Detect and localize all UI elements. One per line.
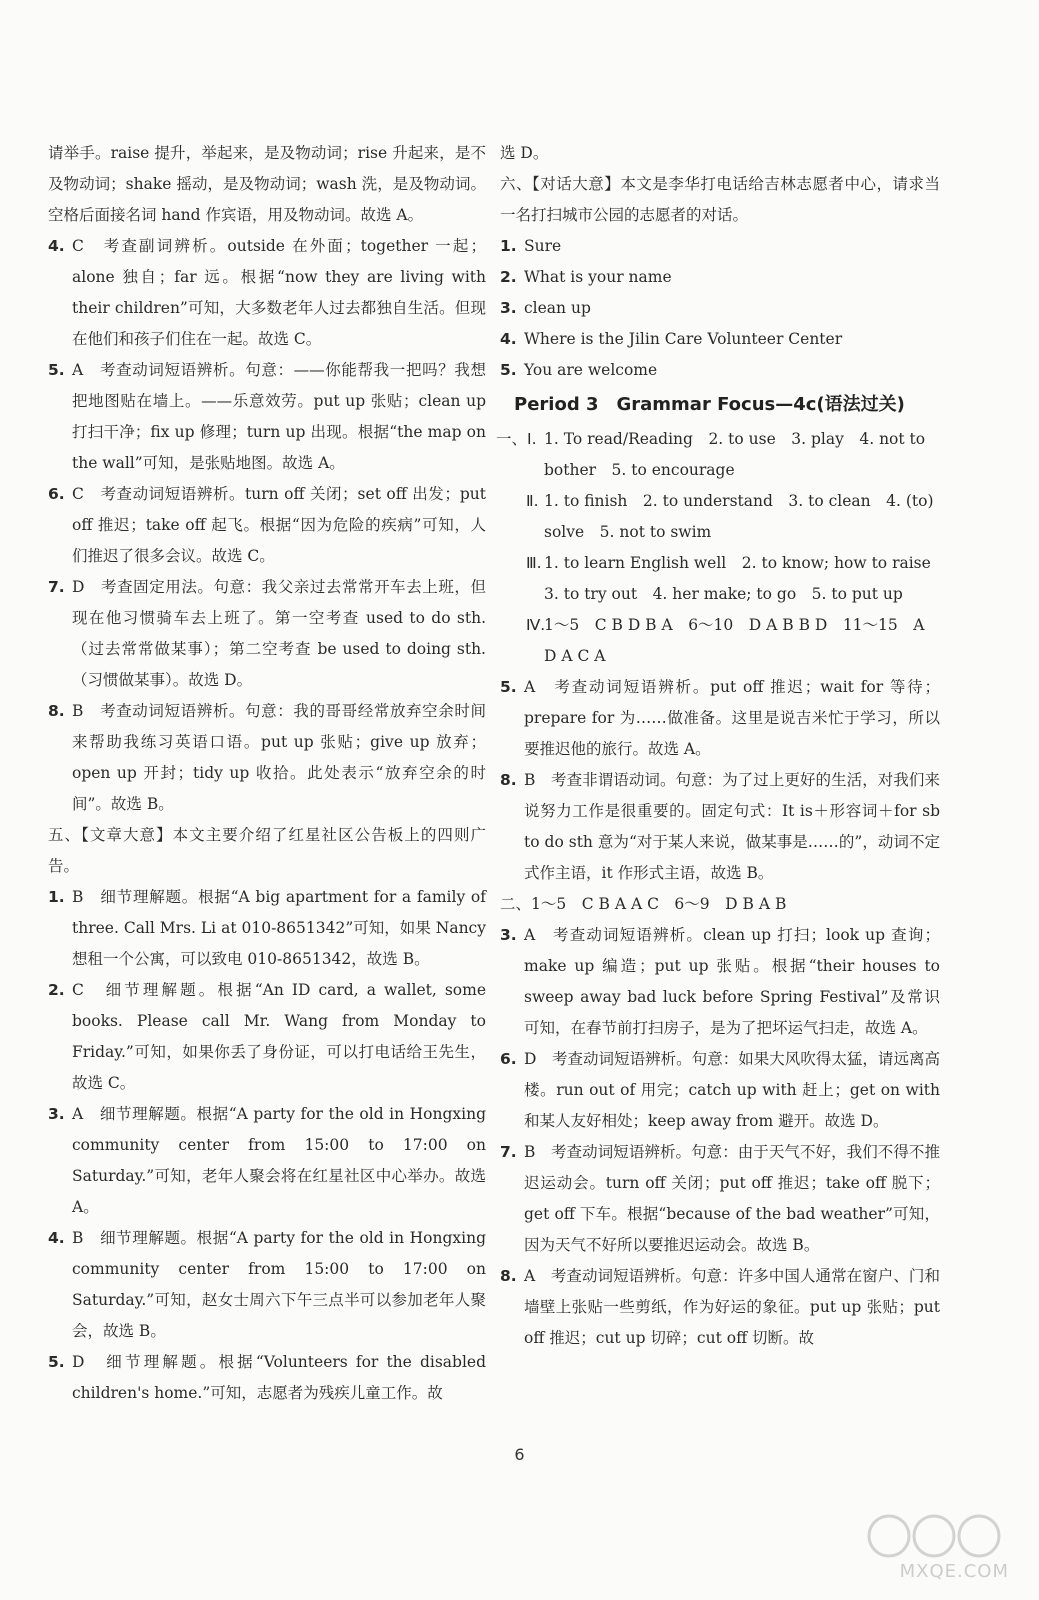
item-text: B 考查动词短语辨析。句意：我的哥哥经常放弃空余时间来帮助我练习英语口语。put up 张贴；give up 放弃；open up 开封；tidy up 收拾。此处表示“放弃空余的时间”。故选 B。 bbox=[72, 702, 486, 813]
item-number: 2. bbox=[500, 268, 517, 286]
watermark-logo bbox=[859, 1512, 1009, 1582]
answer-item bbox=[500, 293, 940, 324]
sub-text: 1. to finish 2. to understand 3. to clean 4. (to) solve 5. not to swim bbox=[544, 492, 934, 541]
item-text: D 考查动词短语辨析。句意：如果大风吹得太猛，请远离高楼。run out of 用完；catch up with 赶上；get on with 和某人友好相处；keep away from 避开。故选 D。 bbox=[524, 1050, 940, 1130]
item-number: 5. bbox=[500, 678, 517, 696]
section-heading: 五、【文章大意】本文主要介绍了红星社区公告板上的四则广告。 bbox=[48, 826, 486, 875]
answer-item bbox=[48, 1099, 486, 1223]
item-text: clean up bbox=[524, 299, 591, 317]
sub-text: 1～5 C B D B A 6～10 D A B B D 11～15 A D A C A bbox=[544, 616, 925, 665]
answer-item bbox=[48, 479, 486, 572]
item-number: 8. bbox=[500, 771, 517, 789]
paragraph: 请举手。raise 提升，举起来，是及物动词；rise 升起来，是不及物动词；shake 摇动，是及物动词；wash 洗，是及物动词。空格后面接名词 hand 作宾语，用及物动词。故选 A。 bbox=[48, 144, 486, 224]
answer-item bbox=[500, 765, 940, 889]
sub-text: 1. To read/Reading 2. to use 3. play 4. not to bother 5. to encourage bbox=[544, 430, 926, 479]
answer-item bbox=[500, 355, 940, 386]
item-text: C 细节理解题。根据“An ID card, a wallet, some books. Please call Mr. Wang from Monday to Friday.”可知，如果你丢了身份证，可以打电话给王先生，故选 C。 bbox=[72, 981, 486, 1092]
item-text: B 细节理解题。根据“A big apartment for a family of three. Call Mrs. Li at 010-8651342”可知，如果 Nancy 想租一个公寓，可以致电 010-8651342，故选 B。 bbox=[72, 888, 486, 968]
item-number: 7. bbox=[48, 578, 65, 596]
item-number: 3. bbox=[48, 1105, 65, 1123]
item-number: 6. bbox=[500, 1050, 517, 1068]
item-number: 5. bbox=[48, 361, 65, 379]
left-column bbox=[48, 138, 486, 1409]
item-text: You are welcome bbox=[524, 361, 658, 379]
section-heading: 二、1～5 C B A A C 6～9 D B A B bbox=[500, 895, 787, 913]
answer-item bbox=[500, 231, 940, 262]
item-text: A 考查动词短语辨析。clean up 打扫；look up 查询；make up 编造；put up 张贴。根据“their houses to sweep away bad luck before Spring Festival”及常识可知，在春节前打扫房子，是为了把坏运气扫走，故选 A。 bbox=[524, 926, 940, 1037]
item-number: 6. bbox=[48, 485, 65, 503]
right-column bbox=[496, 138, 947, 1354]
item-number: 8. bbox=[500, 1267, 517, 1285]
item-text: B 细节理解题。根据“A party for the old in Hongxing community center from 15:00 to 17:00 on Saturday.”可知，赵女士周六下午三点半可以参加老年人聚会，故选 B。 bbox=[72, 1229, 486, 1340]
sub-section bbox=[496, 424, 940, 486]
item-number: 1. bbox=[48, 888, 65, 906]
sub-section bbox=[500, 610, 940, 672]
item-number: 7. bbox=[500, 1143, 517, 1161]
roman-numeral: Ⅳ. bbox=[526, 616, 546, 634]
item-text: C 考查动词短语辨析。turn off 关闭；set off 出发；put off 推迟；take off 起飞。根据“因为危险的疾病”可知，人们推迟了很多会议。故选 C。 bbox=[72, 485, 486, 565]
answer-item bbox=[48, 696, 486, 820]
item-number: 5. bbox=[48, 1353, 65, 1371]
answer-item bbox=[500, 672, 940, 765]
item-number: 5. bbox=[500, 361, 517, 379]
item-text: What is your name bbox=[524, 268, 672, 286]
answer-item bbox=[500, 1261, 940, 1354]
section-heading: 六、【对话大意】本文是李华打电话给吉林志愿者中心，请求当一名打扫城市公园的志愿者的对话。 bbox=[500, 175, 940, 224]
watermark-icon bbox=[859, 1512, 1009, 1562]
page-number: 6 bbox=[514, 1445, 525, 1464]
item-text: Where is the Jilin Care Volunteer Center bbox=[524, 330, 843, 348]
answer-item bbox=[500, 324, 940, 355]
roman-numeral: 一、Ⅰ. bbox=[496, 430, 537, 448]
period-title: Period 3 Grammar Focus—4c(语法过关) bbox=[514, 394, 905, 415]
item-text: B 考查非谓语动词。句意：为了过上更好的生活，对我们来说努力工作是很重要的。固定句式：It is＋形容词＋for sb to do sth 意为“对于某人来说，做某事是……的”，动词不定式作主语，it 作形式主语，故选 B。 bbox=[524, 771, 940, 882]
item-number: 3. bbox=[500, 926, 517, 944]
item-text: D 考查固定用法。句意：我父亲过去常常开车去上班，但现在他习惯骑车去上班了。第一空考查 used to do sth.（过去常常做某事）；第二空考查 be used to doing sth.（习惯做某事）。故选 D。 bbox=[72, 578, 486, 689]
answer-item bbox=[48, 882, 486, 975]
answer-item bbox=[500, 920, 940, 1044]
roman-numeral: Ⅱ. bbox=[526, 492, 539, 510]
item-number: 2. bbox=[48, 981, 65, 999]
item-number: 3. bbox=[500, 299, 517, 317]
item-number: 4. bbox=[500, 330, 517, 348]
answer-item bbox=[48, 1223, 486, 1347]
sub-text: 1. to learn English well 2. to know; how to raise 3. to try out 4. her make; to go 5. to put up bbox=[544, 554, 947, 603]
item-text: B 考查动词短语辨析。句意：由于天气不好，我们不得不推迟运动会。turn off 关闭；put off 推迟；take off 脱下；get off 下车。根据“because of the bad weather”可知，因为天气不好所以要推迟运动会。故选 B。 bbox=[524, 1143, 940, 1254]
item-number: 4. bbox=[48, 237, 65, 255]
answer-item bbox=[48, 355, 486, 479]
roman-numeral: Ⅲ. bbox=[526, 554, 542, 572]
item-number: 8. bbox=[48, 702, 65, 720]
watermark-text: MXQE.COM bbox=[899, 1561, 1009, 1582]
right-top-block bbox=[500, 138, 940, 386]
answer-item bbox=[48, 231, 486, 355]
item-text: A 细节理解题。根据“A party for the old in Hongxing community center from 15:00 to 17:00 on Saturday.”可知，老年人聚会将在红星社区中心举办。故选 A。 bbox=[72, 1105, 486, 1216]
answer-item bbox=[48, 572, 486, 696]
item-number: 1. bbox=[500, 237, 517, 255]
item-text: A 考查动词短语辨析。put off 推迟；wait for 等待；prepare for 为……做准备。这里是说吉米忙于学习，所以要推迟他的旅行。故选 A。 bbox=[524, 678, 940, 758]
answer-item bbox=[48, 975, 486, 1099]
item-text: A 考查动词短语辨析。句意：——你能帮我一把吗？我想把地图贴在墙上。——乐意效劳。put up 张贴；clean up 打扫干净；fix up 修理；turn up 出现。根据“the map on the wall”可知，是张贴地图。故选 A。 bbox=[72, 361, 486, 472]
item-text: D 细节理解题。根据“Volunteers for the disabled children's home.”可知，志愿者为残疾儿童工作。故 bbox=[72, 1353, 486, 1402]
answer-item bbox=[500, 1044, 940, 1137]
answer-item bbox=[48, 1347, 486, 1409]
item-number: 4. bbox=[48, 1229, 65, 1247]
sub-section bbox=[500, 486, 940, 548]
answer-item bbox=[500, 262, 940, 293]
item-text: C 考查副词辨析。outside 在外面；together 一起；alone 独自；far 远。根据“now they are living with their children”可知，大多数老年人过去都独自生活。但现在他们和孩子们住在一起。故选 C。 bbox=[72, 237, 486, 348]
answer-item bbox=[500, 1137, 940, 1261]
item-text: A 考查动词短语辨析。句意：许多中国人通常在窗户、门和墙壁上张贴一些剪纸，作为好运的象征。put up 张贴；put off 推迟；cut up 切碎；cut off 切断。故 bbox=[524, 1267, 940, 1347]
right-bottom-block bbox=[496, 424, 947, 1354]
paragraph: 选 D。 bbox=[500, 144, 549, 162]
item-text: Sure bbox=[524, 237, 562, 255]
sub-section bbox=[500, 548, 947, 610]
